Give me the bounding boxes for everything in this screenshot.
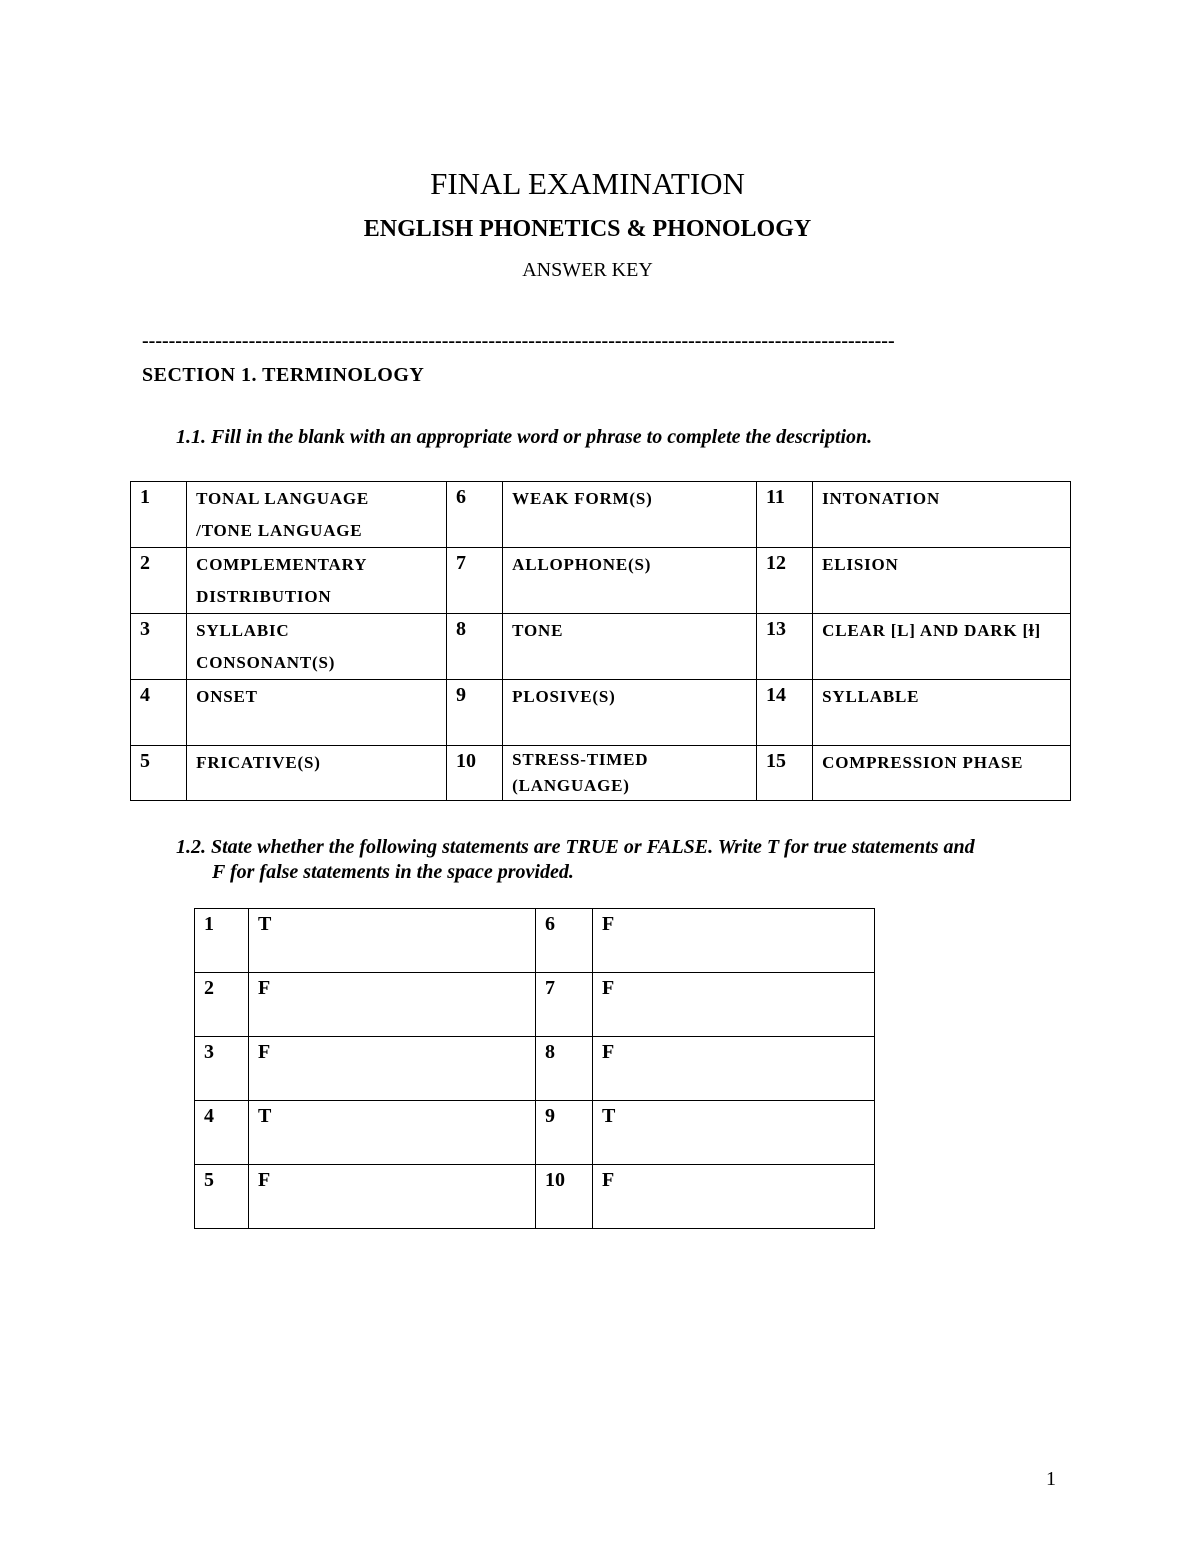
answer-cell [187,548,447,614]
dashed-divider: ----------------------------------------------------------------------------------------------------------------- [142,330,895,352]
item-number: 1 [195,909,249,973]
item-number: 6 [536,909,593,973]
terminology-answer-table [130,481,1071,801]
item-number: 9 [447,680,503,746]
item-number: 8 [536,1037,593,1101]
answer-cell: F [249,1165,536,1229]
answer-line: INTONATION [822,489,941,508]
table-row [195,1101,875,1165]
answer-line: SYLLABIC [196,621,290,640]
item-number: 15 [756,746,812,801]
answer-line: ALLOPHONE(S) [512,555,652,574]
answer-cell [813,614,1071,680]
true-false-answer-table [194,908,875,1229]
answer-line: ONSET [196,687,258,706]
item-number: 3 [195,1037,249,1101]
table-row [131,680,1071,746]
table-row [195,1037,875,1101]
item-number: 7 [447,548,503,614]
answer-cell [813,548,1071,614]
answer-key-label: ANSWER KEY [522,259,653,281]
item-number: 10 [447,746,503,801]
part2-instruction [176,835,1066,885]
item-number: 2 [195,973,249,1037]
item-number: 4 [131,680,187,746]
item-number: 5 [131,746,187,801]
part1-instruction: 1.1. Fill in the blank with an appropriate word or phrase to complete the description. [176,426,873,448]
answer-line: COMPLEMENTARY [196,555,368,574]
item-number: 12 [756,548,812,614]
answer-cell [187,680,447,746]
answer-cell [503,746,757,801]
table-row [131,482,1071,548]
answer-cell [187,482,447,548]
answer-line: COMPRESSION PHASE [822,753,1024,772]
answer-cell [813,680,1071,746]
answer-cell [813,746,1071,801]
table-row [131,548,1071,614]
table-row [195,973,875,1037]
instruction-line: 1.2. State whether the following statements are TRUE or FALSE. Write T for true statements and [176,836,975,858]
table-row [195,909,875,973]
section-heading: SECTION 1. TERMINOLOGY [142,364,425,386]
course-subtitle: ENGLISH PHONETICS & PHONOLOGY [363,216,812,242]
item-number: 9 [536,1101,593,1165]
answer-cell: F [593,973,875,1037]
answer-line: DISTRIBUTION [196,587,332,606]
answer-line: SYLLABLE [822,687,920,706]
answer-line: CLEAR [L] AND DARK [ɫ] [822,621,1041,640]
table-row [131,614,1071,680]
instruction-line: F for false statements in the space provided. [212,861,574,883]
answer-cell [187,746,447,801]
item-number: 8 [447,614,503,680]
answer-cell: F [249,1037,536,1101]
item-number: 5 [195,1165,249,1229]
item-number: 6 [447,482,503,548]
item-number: 14 [756,680,812,746]
answer-cell: T [593,1101,875,1165]
answer-cell [503,680,757,746]
answer-line: TONAL LANGUAGE [196,489,370,508]
item-number: 2 [131,548,187,614]
answer-cell [813,482,1071,548]
item-number: 10 [536,1165,593,1229]
item-number: 13 [756,614,812,680]
table-row [195,1165,875,1229]
answer-line: CONSONANT(S) [196,653,336,672]
answer-cell: F [593,1165,875,1229]
answer-line: TONE [512,621,564,640]
answer-cell [187,614,447,680]
answer-cell: F [593,909,875,973]
item-number: 7 [536,973,593,1037]
answer-line: WEAK FORM(S) [512,489,653,508]
page-number: 1 [1046,1468,1056,1490]
item-number: 1 [131,482,187,548]
answer-line: (LANGUAGE) [512,776,630,795]
answer-line: /TONE LANGUAGE [196,521,363,540]
document-title: FINAL EXAMINATION [430,166,745,201]
table-row [131,746,1071,801]
answer-line: ELISION [822,555,899,574]
answer-cell: F [593,1037,875,1101]
answer-line: STRESS-TIMED [512,750,649,769]
answer-cell [503,614,757,680]
answer-cell [503,482,757,548]
answer-line: PLOSIVE(S) [512,687,616,706]
item-number: 3 [131,614,187,680]
answer-cell: T [249,909,536,973]
answer-cell [503,548,757,614]
answer-line: FRICATIVE(S) [196,753,321,772]
answer-cell: F [249,973,536,1037]
item-number: 4 [195,1101,249,1165]
item-number: 11 [756,482,812,548]
answer-cell: T [249,1101,536,1165]
